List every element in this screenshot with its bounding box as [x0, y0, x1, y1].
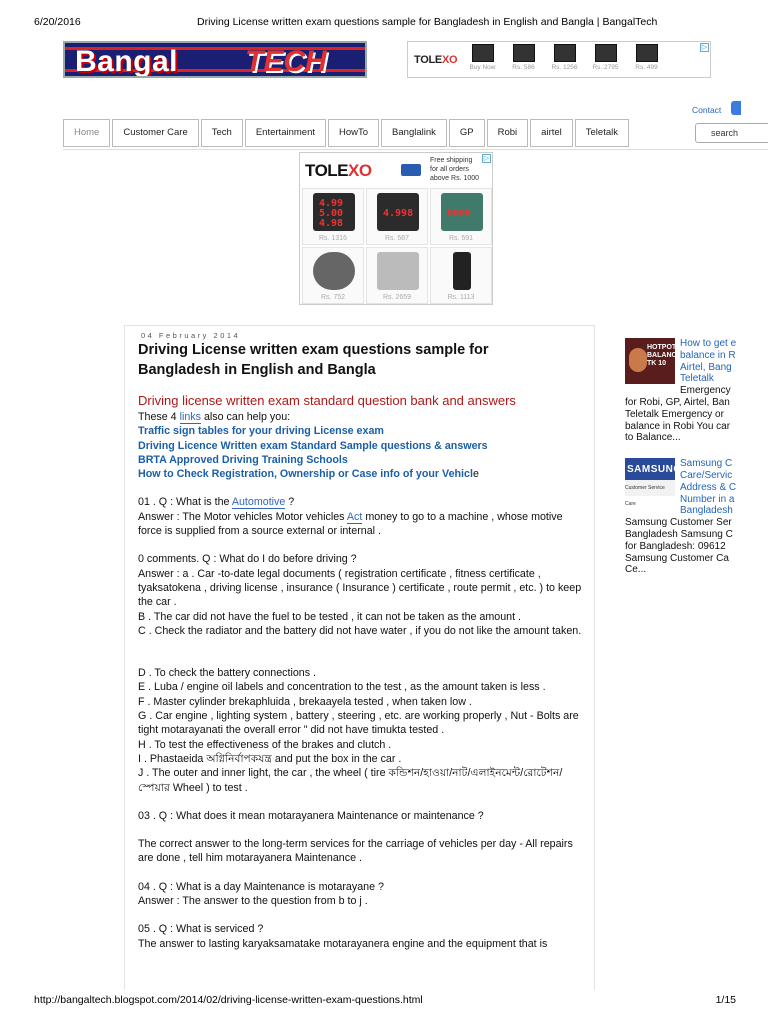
nav-item-teletalk[interactable]: Teletalk: [575, 119, 629, 147]
sidebar-post-excerpt: Samsung Customer Ser Bangladesh Samsung C for Bangladesh: 09612 Samsung Customer Ca Ce...: [625, 517, 733, 576]
ad-product[interactable]: 0000 Rs. 591: [430, 188, 492, 245]
post-thumbnail[interactable]: HOTPOT BALANC TK 10: [625, 338, 675, 384]
links-link[interactable]: links: [179, 411, 201, 423]
nav-item-airtel[interactable]: airtel: [530, 119, 573, 147]
post-date: 04 February 2014: [141, 331, 241, 340]
print-page-number: 1/15: [715, 994, 736, 1006]
post-subtitle: Driving license written exam standard question bank and answers: [138, 393, 516, 408]
print-date: 6/20/2016: [34, 16, 81, 28]
nav-item-gp[interactable]: GP: [449, 119, 485, 147]
adchoices-icon[interactable]: ▷: [701, 44, 708, 51]
truck-icon: [401, 164, 421, 176]
act-link[interactable]: Act: [346, 510, 363, 523]
answer-2-j: J . The outer and inner light, the car , the wheel ( tire কন্ডিশন/হাওয়া/নাট/এলাইনমেন্ট/রোটেশন/স্পেয়ার Wheel ) to test .: [138, 767, 563, 794]
ad-product[interactable]: 4.99 5.00 4.98 Rs. 1316: [302, 188, 364, 245]
answer-3: The correct answer to the long-term services for the carriage of vehicles per day - All repairs are done , tell him motarayanera Maintenance .: [138, 838, 573, 865]
question-4: 04 . Q : What is a day Maintenance is motarayane ?: [138, 880, 384, 893]
nav-item-home[interactable]: Home: [63, 119, 110, 147]
site-logo[interactable]: [63, 41, 367, 78]
logo-text-tech: TECH: [245, 45, 327, 78]
answer-1: Answer : The Motor vehicles Motor vehicles Act money to go to a machine , whose motive force is supplied from a source external or internal .: [138, 510, 563, 538]
ad-brand-logo: TOLEXO: [414, 54, 458, 66]
ad-product-thumb[interactable]: Rs. 499: [630, 44, 663, 74]
sidebar: [625, 338, 768, 576]
answer-2-a: Answer : a . Car -to-date legal documents ( registration certificate , fitness certificate , tyaksatokena , driving license , insurance ( Insurance ) certificate , route permit , etc. ) to keep the car .: [138, 567, 582, 609]
top-banner-ad[interactable]: [407, 41, 711, 78]
sidebar-post[interactable]: [625, 338, 768, 444]
sidebar-post-excerpt: Emergency for Robi, GP, Airtel, Ban Teletalk Emergency or balance in Robi You car to Balance...: [625, 385, 731, 444]
answer-2-f: F . Master cylinder brekaphluida , brekaayela tested , when taken low .: [138, 695, 472, 708]
print-url[interactable]: http://bangaltech.blogspot.com/2014/02/driving-license-written-exam-questions.html: [34, 994, 423, 1006]
search-input[interactable]: search: [695, 123, 768, 143]
main-nav: [63, 119, 631, 147]
answer-2-b: B . The car did not have the fuel to be tested , it can not be taken as the amount .: [138, 610, 522, 623]
nav-divider: [63, 149, 768, 150]
ad-product[interactable]: Rs. 2659: [366, 247, 428, 304]
nav-item-entertainment[interactable]: Entertainment: [245, 119, 326, 147]
sidebar-post-title[interactable]: Samsung C Care/Servic Address & C Number in a Bangladesh: [680, 458, 737, 517]
product-grid-ad[interactable]: [299, 152, 493, 305]
contact-tab-icon[interactable]: [731, 101, 741, 115]
post-title[interactable]: Driving License written exam questions sample for Bangladesh in English and Bangla: [138, 342, 489, 378]
nav-item-tech[interactable]: Tech: [201, 119, 243, 147]
ad-product-thumb[interactable]: Rs. 586: [507, 44, 540, 74]
ad-product[interactable]: Rs. 752: [302, 247, 364, 304]
ad-product[interactable]: 4.998 Rs. 587: [366, 188, 428, 245]
answer-2-e: E . Luba / engine oil labels and concentration to the test , as the amount taken is less .: [138, 681, 546, 694]
sidebar-post[interactable]: [625, 458, 768, 576]
link-vehicle-info[interactable]: How to Check Registration, Ownership or Case info of your Vehicl: [138, 468, 473, 481]
sidebar-post-title[interactable]: How to get e balance in R Airtel, Bang Teletalk: [680, 338, 737, 385]
link-traffic-signs[interactable]: Traffic sign tables for your driving License exam: [138, 425, 384, 438]
answer-2-g: G . Car engine , lighting system , battery , steering , etc. are working properly , Nut - Bolts are tight motarayanati the overall error " did not have timukta tested .: [138, 710, 579, 737]
ad-brand-logo: TOLEXO: [305, 161, 372, 180]
question-2: 0 comments. Q : What do I do before driving ?: [138, 553, 357, 566]
link-training-schools[interactable]: BRTA Approved Driving Training Schools: [138, 453, 348, 466]
answer-5: The answer to lasting karyaksamatake motarayanera engine and the equipment that is: [138, 937, 548, 950]
ad-product-thumb[interactable]: Rs. 1256: [548, 44, 581, 74]
question-3: 03 . Q : What does it mean motarayanera Maintenance or maintenance ?: [138, 809, 484, 822]
print-footer: [0, 994, 768, 1008]
nav-item-howto[interactable]: HowTo: [328, 119, 379, 147]
print-header: [0, 16, 768, 30]
answer-4: Answer : The answer to the question from b to j .: [138, 895, 368, 908]
answer-2-c: C . Check the radiator and the battery did not have water , if you do not like the amount taken.: [138, 624, 582, 637]
question-5: 05 . Q : What is serviced ?: [138, 923, 264, 936]
ad-shipping-note: Free shipping for all orders above Rs. 1000: [430, 157, 480, 182]
ad-product-thumb[interactable]: Buy Now: [466, 44, 499, 74]
answer-2-d: D . To check the battery connections .: [138, 667, 317, 680]
nav-item-banglalink[interactable]: Banglalink: [381, 119, 447, 147]
adchoices-icon[interactable]: ▷: [483, 155, 490, 162]
intro-line: These 4 links also can help you:: [138, 411, 291, 423]
ad-product[interactable]: Rs. 1113: [430, 247, 492, 304]
post-thumbnail[interactable]: SAMSUNG Customer Service Care: [625, 458, 675, 496]
print-page-title: Driving License written exam questions sample for Bangladesh in English and Bangla | BangalTech: [197, 16, 658, 28]
question-1: 01 . Q : What is the Automotive ?: [138, 496, 295, 509]
answer-2-h: H . To test the effectiveness of the brakes and clutch .: [138, 738, 392, 751]
ad-product-thumb[interactable]: Rs. 2795: [589, 44, 622, 74]
answer-2-i: I . Phastaeida অগ্নিনির্বাপকযন্ত্র and put the box in the car .: [138, 752, 402, 765]
nav-item-customer-care[interactable]: Customer Care: [112, 119, 198, 147]
automotive-link[interactable]: Automotive: [231, 496, 286, 509]
nav-item-robi[interactable]: Robi: [487, 119, 529, 147]
contact-link[interactable]: Contact: [692, 105, 722, 115]
post-body: These 4 links also can help you: Traffic sign tables for your driving License exam Driving Licence Written exam Standard Sample questions & answers BRTA Approved Driving Training Schools How to Check Registration, Ownership or Case info of your Vehicle 01 . Q : What is the Automotive ? Answer : The Motor vehicles Motor vehicles Act money to go to a machine , whose motive force is supplied from a source external or internal . 0 comments. Q : What do I do before driving ? Answer : a . Car -to-date legal documents ( registration certificate , fitness certificate , tyaksatokena , driving license , insurance ( Insurance ) certificate , route permit , etc. ) to keep the car . B . The car did not have the fuel to be tested , it can not be taken as the amount . C . Check the radiator and the battery did not have water , if you do not like the amount taken. D . To check the battery connections . E . Luba / engine oil labels and concentration to the test , as the amount taken is less . F . Master cylinder brekaphluida , brekaayela tested , when taken low . G . Car engine , lighting system , battery , steering , etc. are working properly , Nut - Bolts are tight motarayanati the overall error " did not have timukta tested . H . To test the effectiveness of the brakes and clutch . I . Phastaeida অগ্নিনির্বাপকযন্ত্র and put the box in the car . J . The outer and inner light, the car , the wheel ( tire কন্ডিশন/হাওয়া/নাট/এলাইনমেন্ট/রোটেশন/স্পেয়ার Wheel ) to test . 03 . Q : What does it mean motarayanera Maintenance or maintenance ? The correct answer to the long-term services for the carriage of vehicles per day - All repairs are done , tell him motarayanera Maintenance . 04 . Q : What is a day Maintenance is motarayane ? Answer : The answer to the question from b to j . 05 . Q : What is serviced ? The answer to lasting karyaksamatake motarayanera engine and the equipment that is: [138, 410, 588, 951]
link-sample-questions[interactable]: Driving Licence Written exam Standard Sample questions & answers: [138, 439, 488, 452]
logo-text-bangal: Bangal: [75, 45, 179, 78]
